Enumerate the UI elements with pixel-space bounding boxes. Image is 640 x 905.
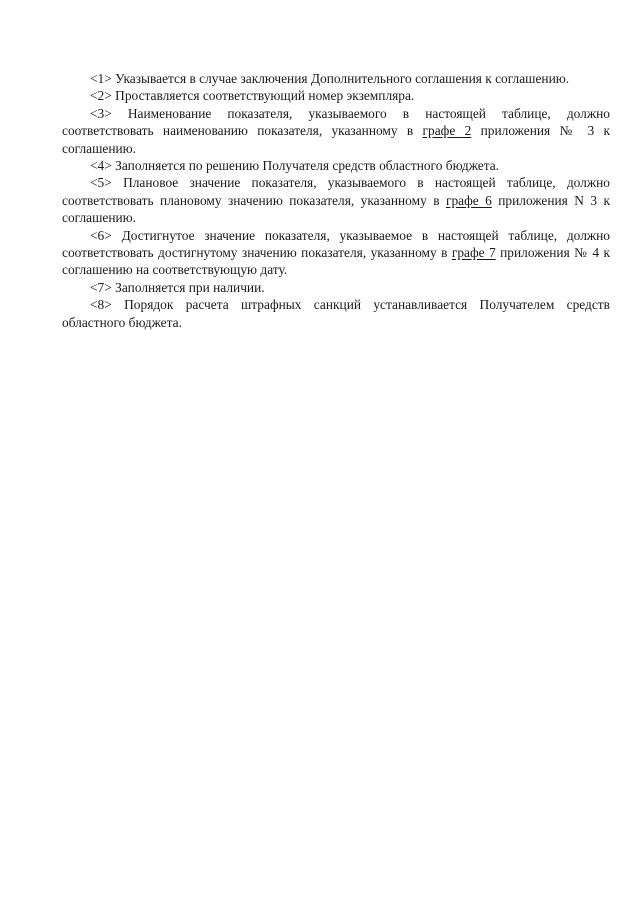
footnote-text-before: Наименование показателя, указываемого в настоящей таблице, должно соответствовать наименованию показателя, указанному в xyxy=(62,105,610,139)
column-6-reference-link[interactable]: графе 6 xyxy=(445,192,492,208)
footnote-text-before: Достигнутое значение показателя, указываемое в настоящей таблице, должно соответствовать достигнутому значению показателя, указанному в xyxy=(62,227,610,261)
footnote-4 xyxy=(62,157,610,174)
footnote-text-after: приложения № 4 к соглашению на соответствующую дату. xyxy=(62,245,610,278)
footnote-marker: <3> xyxy=(90,105,112,121)
footnote-5 xyxy=(62,174,610,226)
column-7-reference-link[interactable]: графе 7 xyxy=(451,245,496,261)
footnotes-block xyxy=(62,70,610,331)
footnote-text: Указывается в случае заключения Дополнительного соглашения к соглашению. xyxy=(115,71,570,86)
footnote-8 xyxy=(62,296,610,331)
footnote-text: Проставляется соответствующий номер экземпляра. xyxy=(115,88,415,104)
footnote-marker: <7> xyxy=(90,279,112,295)
footnote-marker: <2> xyxy=(90,88,112,104)
footnote-1 xyxy=(62,70,610,87)
footnote-text-after: приложения N 3 к соглашению. xyxy=(62,192,610,226)
footnote-7 xyxy=(62,279,610,296)
footnote-text: Заполняется при наличии. xyxy=(115,279,265,295)
footnote-marker: <8> xyxy=(90,297,112,313)
footnote-marker: <4> xyxy=(90,158,112,174)
footnote-text: Заполняется по решению Получателя средств областного бюджета. xyxy=(115,158,500,174)
footnote-text-after: приложения № 3 к соглашению. xyxy=(62,123,611,156)
footnote-text-before: Плановое значение показателя, указываемого в настоящей таблице, должно соответствовать плановому значению показателя, указанному в xyxy=(62,175,610,208)
footnote-marker: <5> xyxy=(90,175,112,191)
footnote-marker: <1> xyxy=(90,71,112,86)
footnote-marker: <6> xyxy=(90,227,112,243)
footnote-text: Порядок расчета штрафных санкций устанавливается Получателем средств областного бюджета. xyxy=(62,297,610,330)
footnote-6 xyxy=(62,227,610,279)
column-2-reference-link[interactable]: графе 2 xyxy=(422,123,472,139)
footnote-3 xyxy=(62,105,610,157)
footnote-2 xyxy=(62,87,610,104)
